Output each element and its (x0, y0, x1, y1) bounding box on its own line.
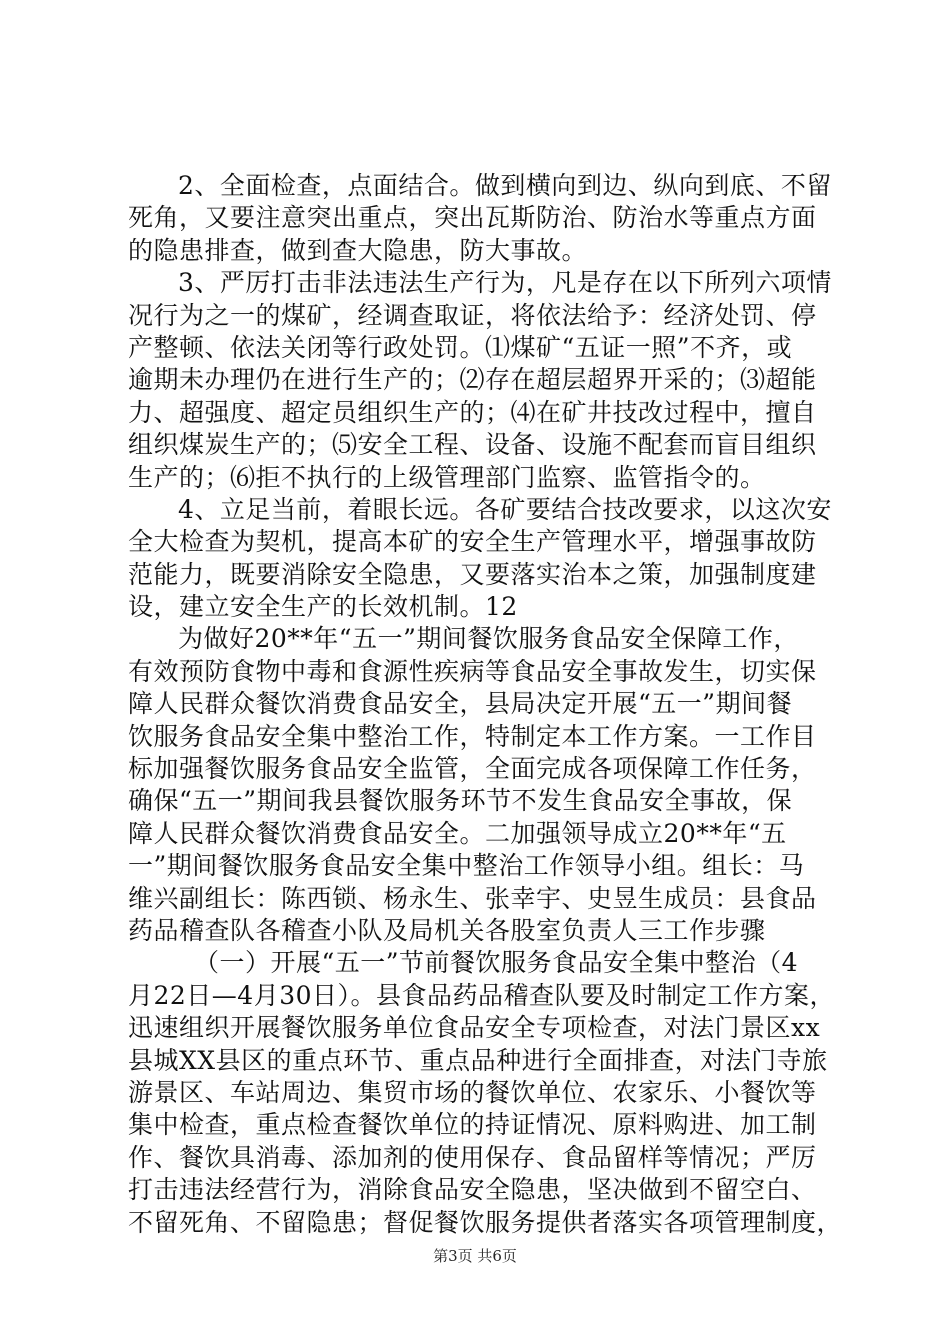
paragraph-line: 为做好20**年“五一”期间餐饮服务食品安全保障工作， (178, 624, 799, 654)
paragraph-line: 迅速组织开展餐饮服务单位食品安全专项检查，对法门景区xx (128, 1013, 821, 1043)
paragraph-line: 月22日—4月30日）。县食品药品稽查队要及时制定工作方案， (128, 980, 836, 1010)
paragraph-line: 有效预防食物中毒和食源性疾病等食品安全事故发生，切实保 (128, 656, 817, 686)
paragraph-line: 维兴副组长：陈西锁、杨永生、张幸宇、史昱生成员：县食品 (128, 883, 817, 913)
paragraph-line: 组织煤炭生产的；⑸安全工程、设备、设施不配套而盲目组织 (128, 430, 817, 460)
paragraph-line: 作、餐饮具消毒、添加剂的使用保存、食品留样等情况；严厉 (128, 1142, 817, 1172)
paragraph-line: 2、全面检查，点面结合。做到横向到边、纵向到底、不留 (178, 171, 832, 200)
paragraph-line: 全大检查为契机，提高本矿的安全生产管理水平，增强事故防 (128, 527, 817, 557)
paragraph-line: 4、立足当前，着眼长远。各矿要结合技改要求，以这次安 (178, 494, 832, 524)
paragraph-line: （一）开展“五一”节前餐饮服务食品安全集中整治（4 (194, 948, 798, 978)
paragraph-line: 设，建立安全生产的长效机制。12 (128, 592, 518, 622)
paragraph-line: 确保“五一”期间我县餐饮服务环节不发生食品安全事故，保 (128, 786, 793, 816)
paragraph-line: 不留死角、不留隐患；督促餐饮服务提供者落实各项管理制度， (128, 1207, 843, 1237)
paragraph-line: 障人民群众餐饮消费食品安全，县局决定开展“五一”期间餐 (128, 689, 793, 719)
paragraph-line: 县城XX县区的重点环节、重点品种进行全面排查，对法门寺旅 (128, 1045, 828, 1075)
paragraph-line: 范能力，既要消除安全隐患，又要落实治本之策，加强制度建 (128, 559, 817, 589)
paragraph-line: 生产的；⑹拒不执行的上级管理部门监察、监管指令的。 (128, 462, 766, 492)
paragraph-line: 3、严厉打击非法违法生产行为，凡是存在以下所列六项情 (178, 268, 832, 298)
paragraph-line: 打击违法经营行为，消除食品安全隐患，坚决做到不留空白、 (128, 1175, 817, 1205)
paragraph-line: 饮服务食品安全集中整治工作，特制定本工作方案。一工作目 (128, 721, 817, 751)
paragraph-line: 力、超强度、超定员组织生产的；⑷在矿井技改过程中，擅自 (128, 397, 817, 427)
body-text (128, 170, 843, 1239)
paragraph-line: 障人民群众餐饮消费食品安全。二加强领导成立20**年“五 (128, 818, 787, 848)
paragraph-line: 标加强餐饮服务食品安全监管，全面完成各项保障工作任务， (128, 754, 817, 784)
paragraph-line: 产整顿、依法关闭等行政处罚。⑴煤矿“五证一照”不齐，或 (128, 332, 793, 362)
paragraph-line: 游景区、车站周边、集贸市场的餐饮单位、农家乐、小餐饮等 (128, 1077, 817, 1107)
paragraph-line: 药品稽查队各稽查小队及局机关各股室负责人三工作步骤 (128, 915, 766, 945)
paragraph-line: 死角，又要注意突出重点，突出瓦斯防治、防治水等重点方面 (128, 203, 817, 233)
page-number-footer: 第3页 共6页 (433, 1247, 517, 1265)
paragraph-line: 逾期未办理仍在进行生产的；⑵存在超层超界开采的；⑶超能 (128, 365, 817, 395)
paragraph-line: 的隐患排查，做到查大隐患，防大事故。 (128, 235, 588, 265)
paragraph-line: 况行为之一的煤矿，经调查取证，将依法给予：经济处罚、停 (128, 300, 817, 330)
paragraph-line: 一”期间餐饮服务食品安全集中整治工作领导小组。组长：马 (128, 851, 805, 881)
paragraph-line: 集中检查，重点检查餐饮单位的持证情况、原料购进、加工制 (128, 1110, 817, 1140)
